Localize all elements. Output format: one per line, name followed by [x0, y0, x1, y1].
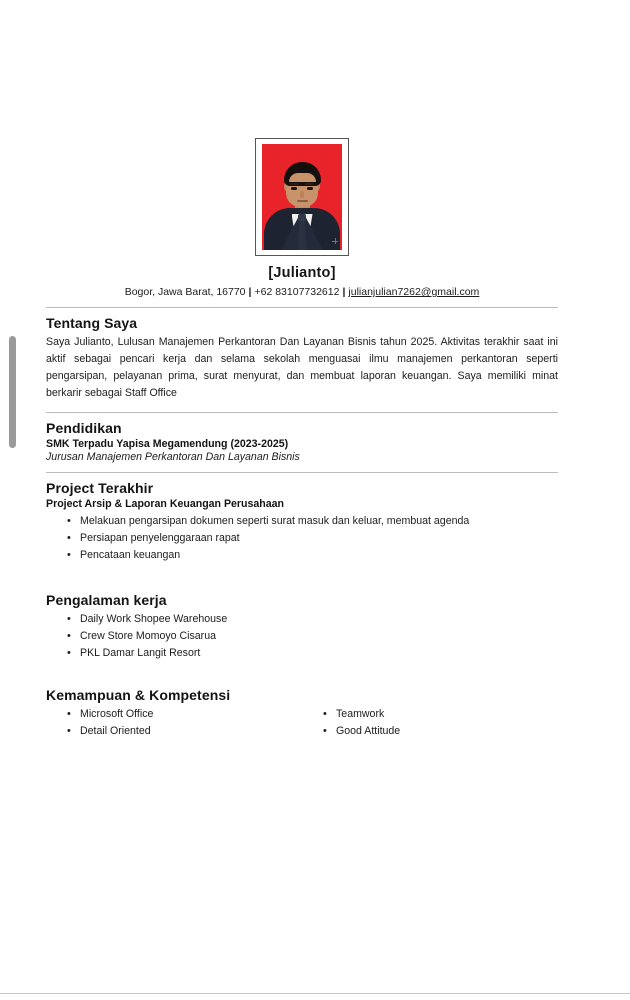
list-item: • Daily Work Shopee Warehouse [80, 611, 558, 628]
skills-list-right [302, 706, 558, 740]
experience-list [46, 611, 558, 662]
section-title-skills: Kemampuan & Kompetensi [46, 686, 231, 703]
vertical-scrollbar[interactable] [9, 336, 16, 448]
section-experience [46, 592, 558, 662]
page-bottom-divider [0, 993, 630, 994]
contact-line [46, 286, 558, 298]
list-item: • Persiapan penyelenggaraan rapat [80, 530, 558, 547]
section-about [46, 315, 558, 403]
education-major: Jurusan Manajemen Perkantoran Dan Layanan Bisnis [46, 450, 300, 463]
list-item: • Microsoft Office [80, 706, 302, 723]
section-title-about: Tentang Saya [46, 315, 138, 331]
section-divider-about [46, 307, 558, 308]
education-school: SMK Terpadu Yapisa Megamendung (2023-2025) [46, 437, 289, 450]
photo-container [46, 0, 558, 256]
resume-content [46, 0, 558, 740]
page-title: [Julianto] [268, 265, 336, 281]
contact-phone: +62 83107732612 [254, 286, 340, 298]
scrollbar-thumb[interactable] [9, 336, 16, 448]
section-divider-education [46, 412, 558, 413]
about-text: Saya Julianto, Lulusan Manajemen Perkantoran Dan Layanan Bisnis tahun 2025. Aktivitas terakhir saat ini aktif sebagai pencari kerja dan selama sekolah menguasai ilmu manajemen perkantoran seperti pengarsipan, pelayanan prima, surat menyurat, dan membuat laporan keuangan. Saya memiliki minat berkarir sebagai Staff Office [46, 336, 558, 400]
photo-frame [255, 138, 349, 256]
project-subtitle: Project Arsip & Laporan Keuangan Perusahaan [46, 497, 285, 510]
photo-watermark-icon [332, 238, 338, 244]
list-item: • Teamwork [336, 706, 558, 723]
skills-column-left [46, 706, 302, 740]
section-education [46, 420, 558, 463]
list-item: • Good Attitude [336, 723, 558, 740]
contact-email-link[interactable]: julianjulian7262@gmail.com [348, 286, 480, 298]
contact-separator-1: | [248, 286, 252, 298]
section-skills [46, 687, 558, 740]
project-list [46, 513, 558, 564]
skills-list-left [46, 706, 302, 740]
section-project [46, 480, 558, 564]
profile-photo [262, 144, 342, 250]
list-item: • PKL Damar Langit Resort [80, 645, 558, 662]
contact-separator-2: | [342, 286, 346, 298]
skills-grid [46, 706, 558, 740]
skills-column-right [302, 706, 558, 740]
contact-location: Bogor, Jawa Barat, 16770 [124, 286, 246, 298]
list-item: • Pencataan keuangan [80, 547, 558, 564]
section-title-project: Project Terakhir [46, 479, 154, 496]
section-divider-project [46, 472, 558, 473]
list-item: • Detail Oriented [80, 723, 302, 740]
list-item: • Crew Store Momoyo Cisarua [80, 628, 558, 645]
section-title-experience: Pengalaman kerja [46, 592, 167, 609]
section-title-education: Pendidikan [46, 419, 122, 436]
list-item: • Melakuan pengarsipan dokumen seperti surat masuk dan keluar, membuat agenda [80, 513, 558, 530]
